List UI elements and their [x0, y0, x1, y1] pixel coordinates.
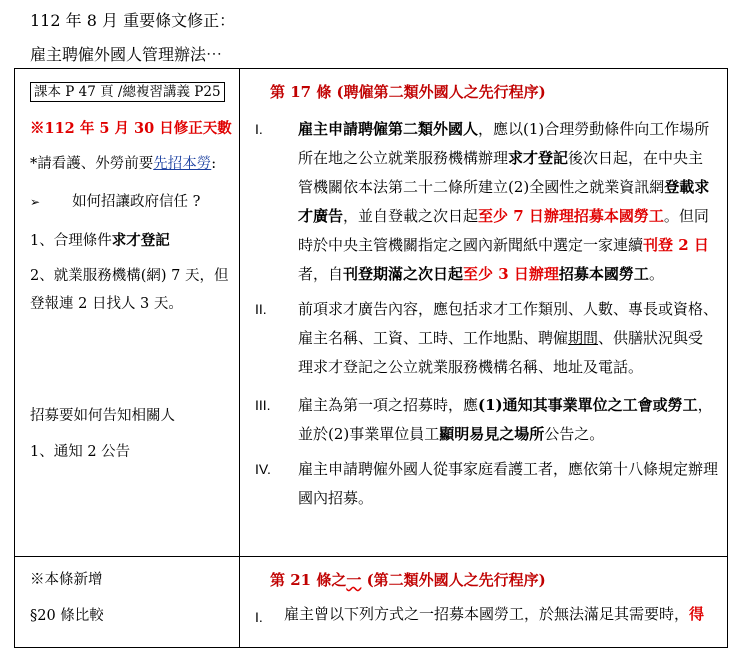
article-17-paragraph-3: 雇主為第一項之招募時，應(1)通知其事業單位之工會或勞工，並於(2)事業單位員工顯明易見之場所公告之。: [298, 396, 713, 443]
paragraph-number: III.: [255, 397, 271, 413]
question-line: ➢ 如何招讓政府信任 ?: [30, 194, 201, 210]
left-cell-new-article: [15, 557, 240, 648]
paragraph-number: II.: [255, 301, 267, 317]
amendment-date: ※112 年 5 月 30 日修正天數: [30, 120, 232, 137]
paragraph-number: IV.: [255, 461, 271, 477]
item-2-line1: 2、就業服務機構(網) 7 天，但: [30, 268, 229, 284]
new-article-note: ※本條新增: [30, 572, 103, 588]
notify-answer: 1、通知 2 公告: [30, 444, 131, 460]
comparison-table: [14, 68, 728, 648]
note-link: 先招本勞: [153, 156, 212, 172]
heading-date: 112 年 8 月 重要條文修正：: [30, 11, 236, 30]
article-17-title: 第 17 條 (聘僱第二類外國人之先行程序): [270, 83, 546, 101]
right-cell-article-17: [240, 69, 728, 557]
article-21-1-paragraph-1: 雇主曾以下列方式之一招募本國勞工，於無法滿足其需要時，得: [284, 605, 705, 623]
item-1: 1、合理條件求才登記: [30, 232, 170, 249]
item-2-line2: 登報連 2 日找人 3 天。: [30, 296, 183, 312]
note-line: *請看護、外勞前要先招本勞:: [30, 156, 217, 172]
article-17-paragraph-2: 前項求才廣告內容，應包括求才工作類別、人數、專長或資格、雇主名稱、工資、工時、工作地點、聘僱期間、供膳狀況與受理求才登記之公立就業服務機構名稱、地址及電話。: [298, 300, 719, 376]
heading-regulation: 雇主聘僱外國人管理辦法⋯: [30, 45, 223, 64]
bullet-arrow-icon: ➢: [30, 195, 41, 209]
right-cell-article-21-1: [240, 557, 728, 648]
paragraph-number: I.: [255, 609, 263, 625]
article-21-1-title: 第 21 條之一 (第二類外國人之先行程序): [270, 571, 546, 589]
table-row: [15, 557, 728, 648]
left-cell-notes: [15, 69, 240, 557]
notify-question: 招募要如何告知相關人: [30, 408, 175, 424]
article-17-paragraph-1: 雇主申請聘僱第二類外國人，應以(1)合理勞動條件向工作場所所在地之公立就業服務機構辦理求才登記後次日起，在中央主管機關依本法第二十二條所建立(2)全國性之就業資訊網登載求才廣告，並自登載之次日起至少 7 日辦理招募本國勞工。但同時於中央主管機關指定之國內新聞紙中選定一家連續刊登 2 日者，自刊登期滿之次日起至少 3 日辦理招募本國勞工。: [298, 120, 710, 283]
textbook-reference: 課本 P 47 頁 /總複習講義 P25: [30, 82, 225, 102]
article-17-paragraph-4: 雇主申請聘僱外國人從事家庭看護工者，應依第十八條規定辦理國內招募。: [298, 460, 719, 507]
compare-note: §20 條比較: [30, 608, 104, 624]
paragraph-number: I.: [255, 121, 263, 137]
table-row: [15, 69, 728, 557]
